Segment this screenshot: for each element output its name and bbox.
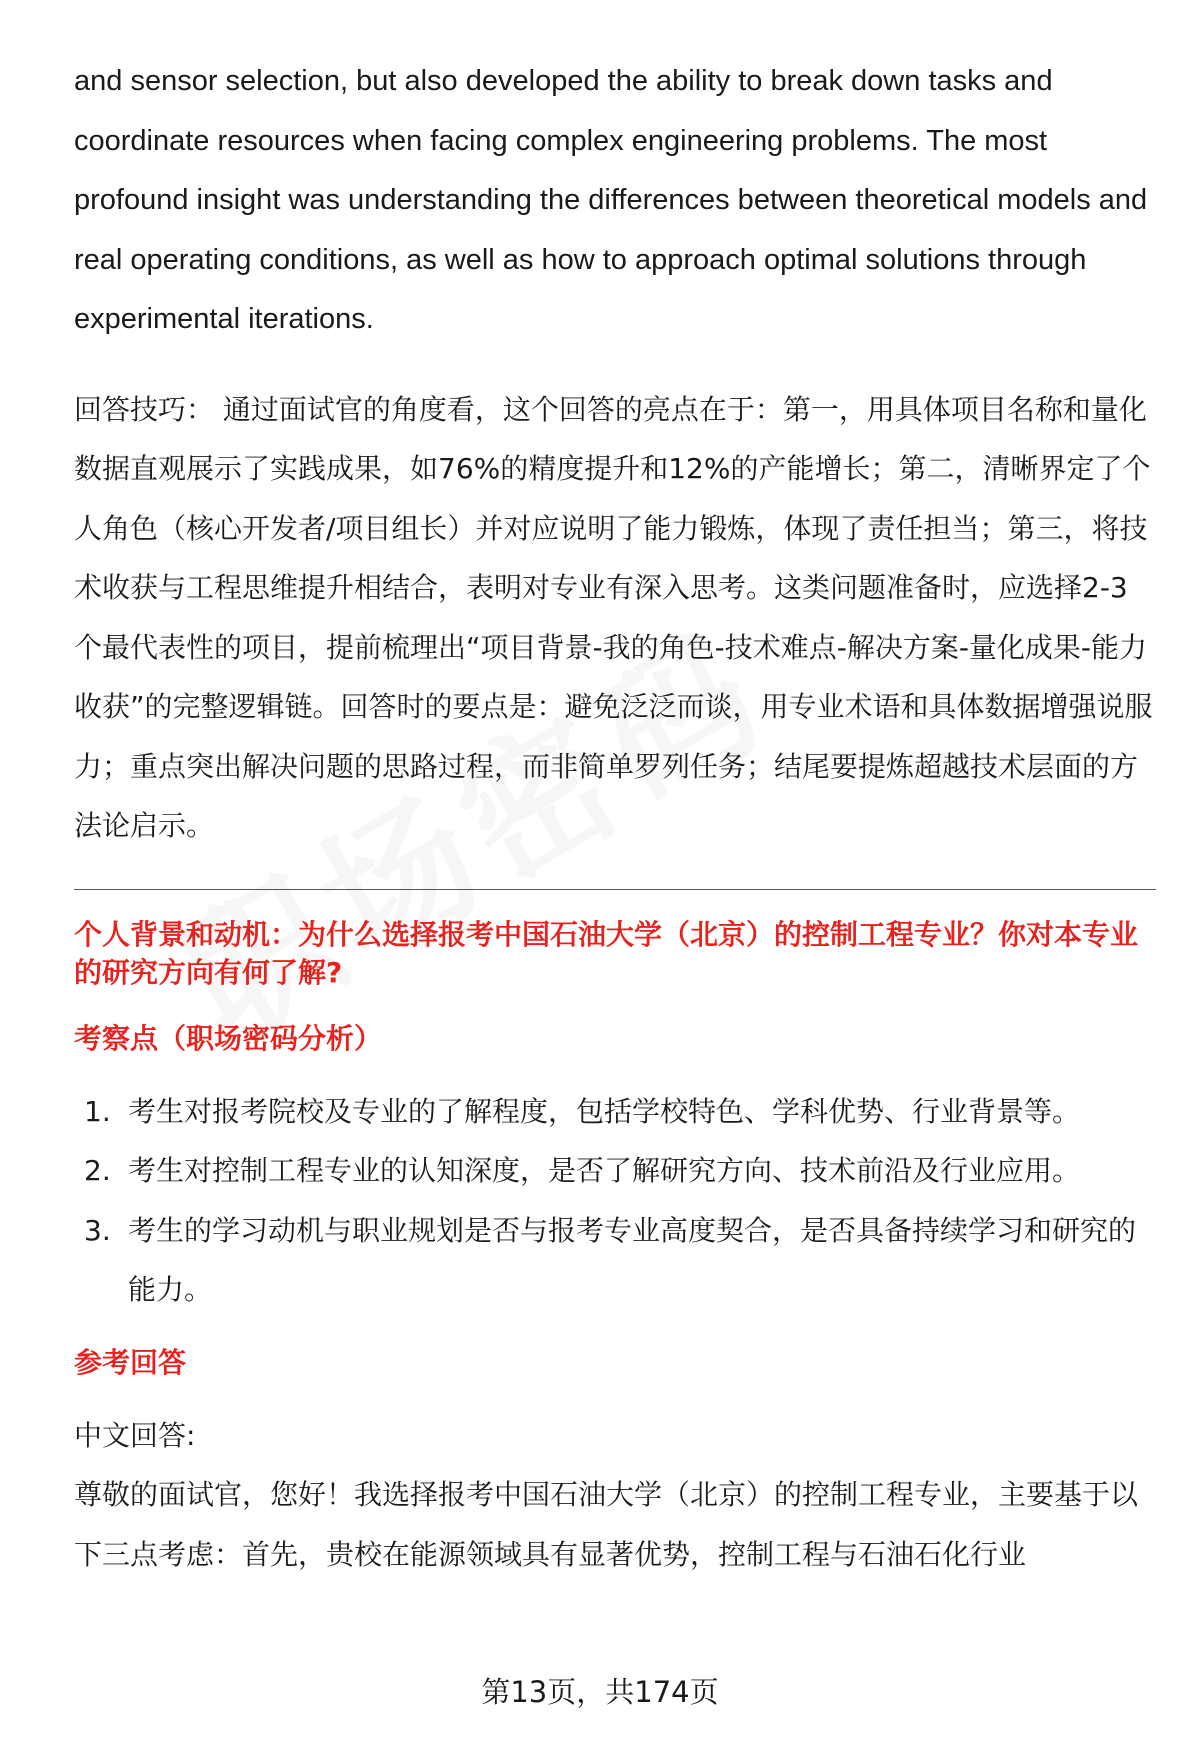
list-item-text: 考生对控制工程专业的认知深度，是否了解研究方向、技术前沿及行业应用。 <box>128 1154 1081 1187</box>
list-item-text: 考生的学习动机与职业规划是否与报考专业高度契合，是否具备持续学习和研究的能力。 <box>128 1213 1137 1306</box>
list-item <box>74 1082 1154 1142</box>
section-divider <box>74 889 1156 890</box>
list-item <box>74 1201 1154 1320</box>
answer-tips: 回答技巧： 通过面试官的角度看，这个回答的亮点在于：第一，用具体项目名称和量化数据直观展示了实践成果，如76%的精度提升和12%的产能增长；第二，清晰界定了个人角色（核心开发者/项目组长）并对应说明了能力锻炼，体现了责任担当；第三，将技术收获与工程思维提升相结合，表明对专业有深入思考。这类问题准备时，应选择2-3个最代表性的项目，提前梳理出“项目背景-我的角色-技术难点-解决方案-量化成果-能力收获”的完整逻辑链。回答时的要点是：避免泛泛而谈，用专业术语和具体数据增强说服力；重点突出解决问题的思路过程，而非简单罗列任务；结尾要提炼超越技术层面的方法论启示。 <box>74 392 1153 842</box>
chinese-answer-label: 中文回答: <box>74 1418 196 1452</box>
assessment-list <box>74 1082 1154 1320</box>
answer-english-tail: and sensor selection, but also developed the ability to break down tasks and coordinate resources when facing complex engineering problems. The most profound insight was understanding the differences between theoretical models and real operating conditions, as well as how to approach optimal solutions through experimental iterations. <box>74 65 1148 335</box>
list-item-text: 考生对报考院校及专业的了解程度，包括学校特色、学科优势、行业背景等。 <box>128 1094 1081 1128</box>
list-item-number: 2. <box>84 1154 111 1187</box>
question-title: 个人背景和动机：为什么选择报考中国石油大学（北京）的控制工程专业？你对本专业的研究方向有何了解? <box>74 917 1139 989</box>
list-item <box>74 1141 1154 1201</box>
chinese-answer-text: 尊敬的面试官，您好！我选择报考中国石油大学（北京）的控制工程专业，主要基于以下三点考虑：首先，贵校在能源领域具有显著优势，控制工程与石油石化行业 <box>74 1478 1139 1571</box>
assessment-heading: 考察点（职场密码分析） <box>74 1021 383 1055</box>
page-content <box>74 52 1154 1584</box>
list-item-number: 3. <box>84 1213 111 1247</box>
page-footer: 第13页，共174页 <box>481 1675 719 1709</box>
reference-heading: 参考回答 <box>74 1345 187 1379</box>
list-item-number: 1. <box>84 1094 111 1128</box>
